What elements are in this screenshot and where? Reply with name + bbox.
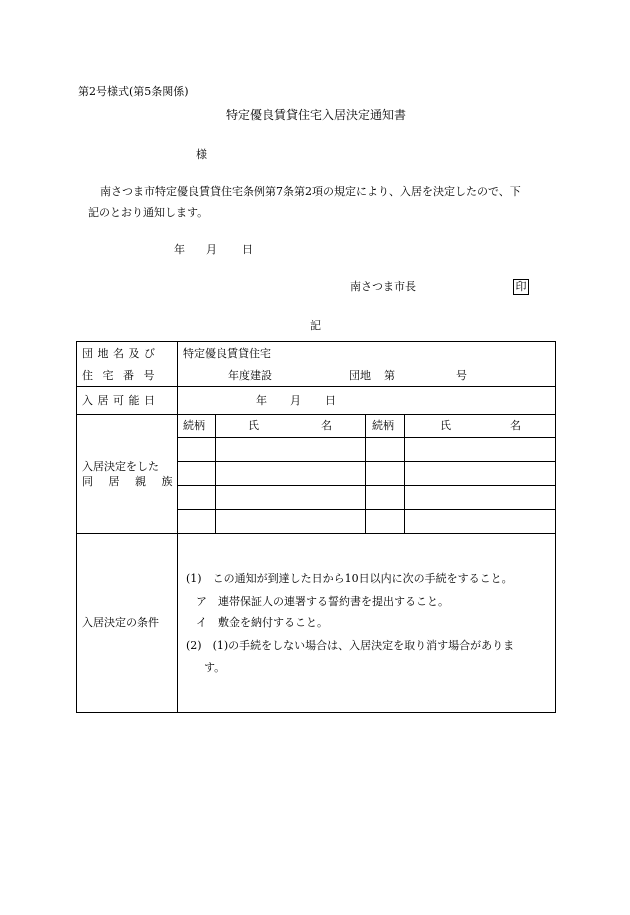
document-title: 特定優良賃貸住宅入居決定通知書	[226, 108, 407, 122]
form-number: 第2号様式(第5条関係)	[78, 85, 189, 98]
condition-item2-line2: す。	[204, 661, 226, 674]
seal-mark: 印	[513, 279, 529, 295]
condition-item1b: イ 敷金を納付すること。	[196, 616, 328, 629]
col-relation-header-1: 続柄	[183, 419, 205, 432]
date-day-label: 日	[242, 243, 253, 256]
row4-label: 入居決定の条件	[82, 616, 159, 629]
row1-label-line1: 団 地 名 及 び	[82, 347, 156, 360]
condition-item2-line1: (2) (1)の手続をしない場合は、入居決定を取り消す場合がありま	[186, 639, 515, 652]
row1-nendo-label: 年度建設	[228, 369, 272, 382]
row3-label-line2: 同 居 親 族	[82, 475, 173, 488]
date-year-label: 年	[174, 243, 185, 256]
row1-danchi-label: 団地	[349, 369, 371, 382]
condition-item1a: ア 連帯保証人の連署する誓約書を提出すること。	[196, 595, 449, 608]
row1-housing-name: 特定優良賃貸住宅	[183, 347, 271, 360]
date-month-label: 月	[206, 243, 217, 256]
ki-heading: 記	[310, 319, 321, 332]
col-shi-header-2: 氏	[440, 419, 451, 432]
row2-year-label: 年	[256, 394, 267, 407]
body-text-line2: 記のとおり通知します。	[88, 206, 209, 219]
col-mei-header-1: 名	[321, 419, 332, 432]
row2-day-label: 日	[325, 394, 336, 407]
row1-dai-label: 第	[384, 369, 395, 382]
col-mei-header-2: 名	[510, 419, 521, 432]
issuer-name: 南さつま市長	[350, 280, 416, 293]
col-shi-header-1: 氏	[248, 419, 259, 432]
row3-label-line1: 入居決定をした	[82, 460, 159, 473]
row2-month-label: 月	[290, 394, 301, 407]
row1-label-line2: 住 宅 番 号	[82, 369, 155, 382]
addressee-suffix: 様	[196, 148, 207, 161]
col-relation-header-2: 続柄	[372, 419, 394, 432]
condition-item1: (1) この通知が到達した日から10日以内に次の手続をすること。	[186, 572, 513, 585]
row2-label: 入 居 可 能 日	[82, 394, 156, 407]
body-text-line1: 南さつま市特定優良賃貸住宅条例第7条第2項の規定により、入居を決定したので、下	[100, 185, 521, 198]
row1-go-label: 号	[456, 369, 467, 382]
